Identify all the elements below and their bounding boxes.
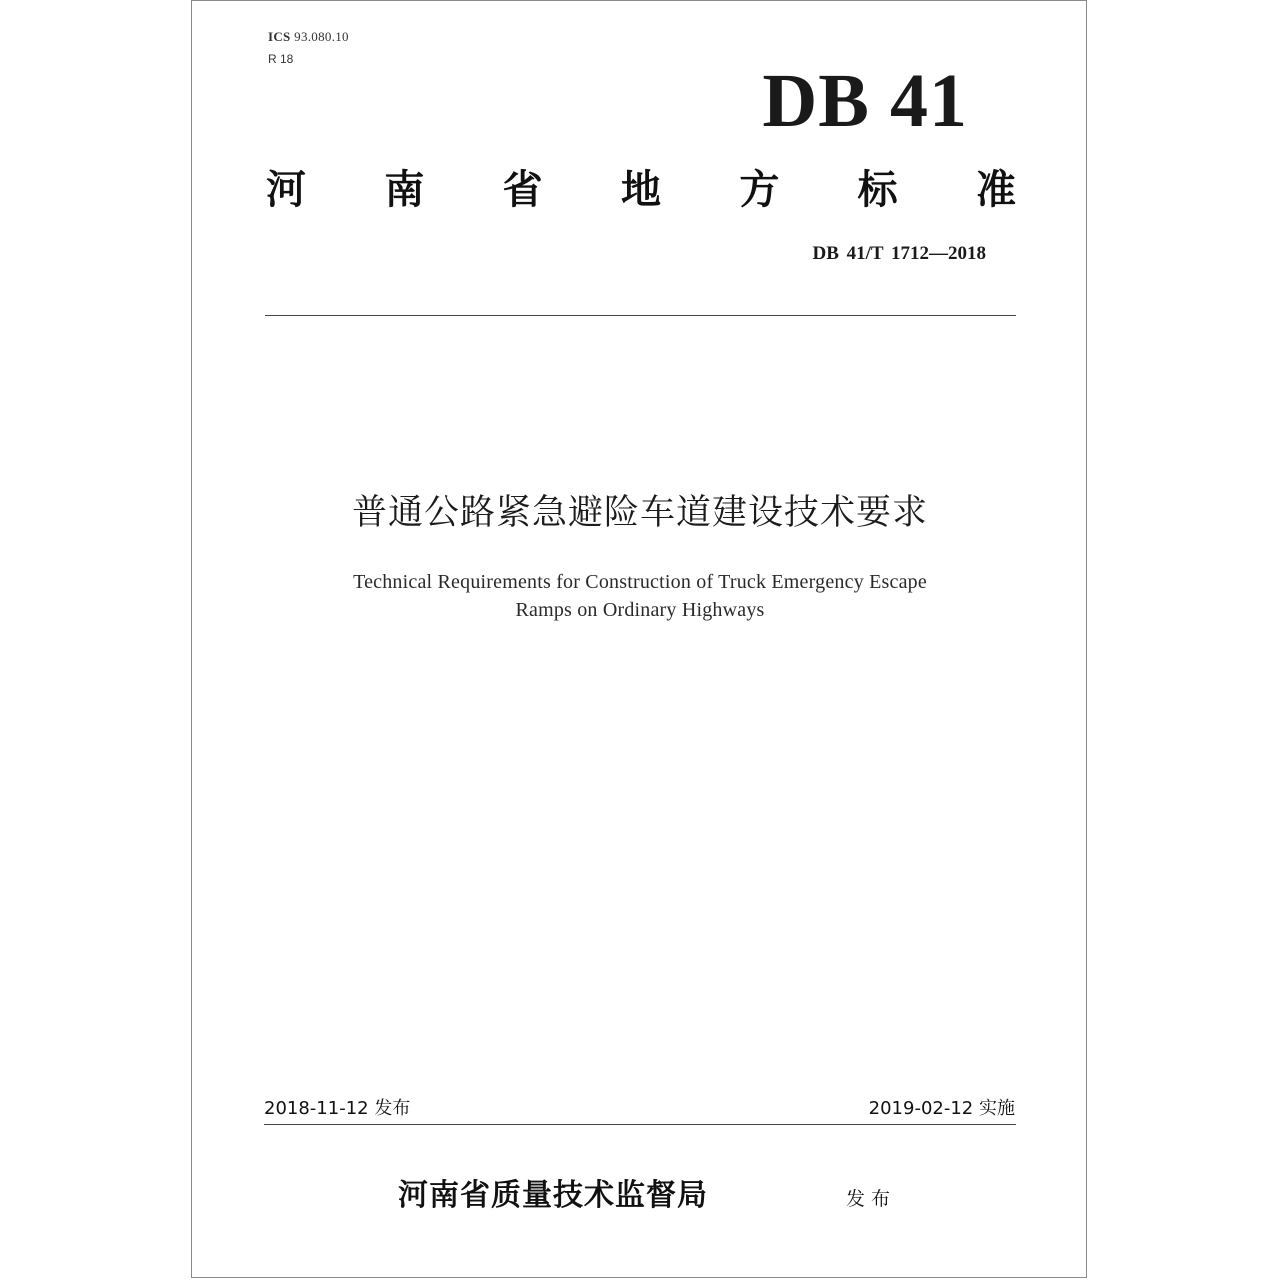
header-divider [265,315,1016,316]
standard-kind-char: 标 [857,166,898,213]
document-title-english [0,568,1280,624]
standard-kind-heading [266,160,1016,220]
issuing-authority-suffix: 发布 [846,1188,897,1210]
standard-kind-char: 南 [384,166,425,213]
standard-kind-char: 省 [502,166,543,213]
english-title-line-2: Ramps on Ordinary Highways [515,599,765,621]
ics-code: 93.080.10 [294,29,349,44]
standard-number: DB 41/T 1712—2018 [812,243,986,264]
standard-kind-char: 方 [739,166,780,213]
document-title-chinese: 普通公路紧急避险车道建设技术要求 [351,493,928,533]
implementation-date: 2019-02-12 实施 [868,1098,1015,1119]
standard-kind-char: 地 [620,166,661,213]
issuing-authority: 河南省质量技术监督局 [398,1178,708,1213]
ics-label: ICS [268,29,291,44]
ccs-classification: R 18 [268,52,294,66]
footer-divider [264,1124,1016,1125]
standard-kind-char: 准 [975,166,1016,213]
english-title-line-1: Technical Requirements for Construction of Truck Emergency Escape [353,571,927,593]
standard-kind-char: 河 [266,166,306,213]
issue-date: 2018-11-12 发布 [264,1098,411,1119]
standard-code-large: DB 41 [762,59,968,143]
ics-classification [268,29,349,45]
